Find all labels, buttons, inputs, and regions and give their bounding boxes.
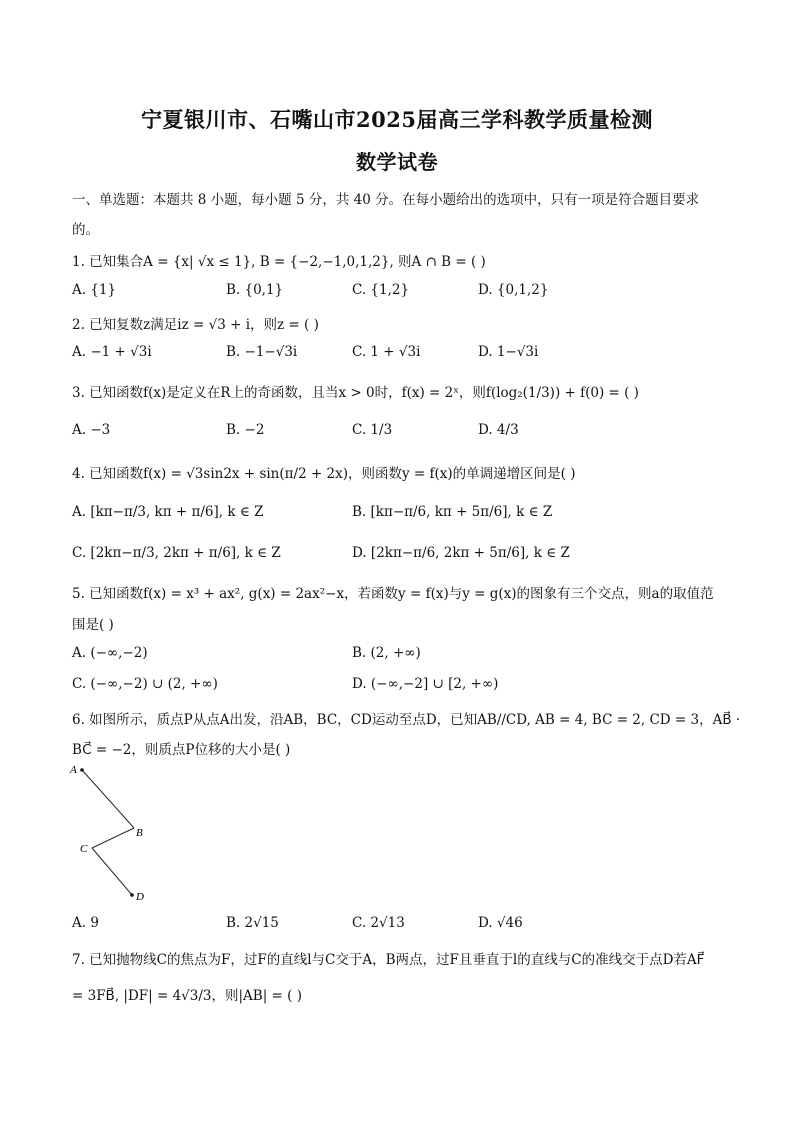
question-1-option-a: A. {1} bbox=[72, 282, 117, 298]
path-diagram bbox=[68, 760, 158, 910]
question-6-option-a: A. 9 bbox=[72, 915, 99, 931]
question-6-stem-line-1: 6. 如图所示，质点P从点A出发，沿AB，BC，CD运动至点D，已知AB//CD, AB = 4, BC = 2, CD = 3，AB⃗ · bbox=[72, 712, 741, 728]
question-2-option-b: B. −1−√3i bbox=[226, 344, 298, 360]
question-4-option-b: B. [kπ−π/6, kπ + 5π/6], k ∈ Z bbox=[352, 504, 553, 520]
question-7-stem-line-1: 7. 已知抛物线C的焦点为F，过F的直线l与C交于A，B两点，过F且垂直于l的直线与C的准线交于点D若AF⃗ bbox=[72, 952, 705, 968]
question-5-option-a: A. (−∞,−2) bbox=[72, 645, 148, 661]
label-c: C bbox=[80, 843, 88, 855]
question-5-option-b: B. (2, +∞) bbox=[352, 645, 421, 661]
question-3-option-c: C. 1/3 bbox=[352, 422, 393, 438]
question-5-stem-line-2: 围是( ) bbox=[72, 617, 114, 633]
question-6-option-c: C. 2√13 bbox=[352, 915, 405, 931]
question-5-option-c: C. (−∞,−2) ∪ (2, +∞) bbox=[72, 676, 218, 692]
question-1-stem: 1. 已知集合A = {x| √x ≤ 1}, B = {−2,−1,0,1,2}, 则A ∩ B = ( ) bbox=[72, 254, 486, 270]
question-4-option-a: A. [kπ−π/3, kπ + π/6], k ∈ Z bbox=[72, 504, 264, 520]
segment-ab bbox=[82, 770, 134, 828]
question-7-stem-line-2: = 3FB⃗, |DF| = 4√3/3，则|AB| = ( ) bbox=[72, 988, 302, 1004]
question-1-option-b: B. {0,1} bbox=[226, 282, 284, 298]
question-4-option-d: D. [2kπ−π/6, 2kπ + 5π/6], k ∈ Z bbox=[352, 545, 570, 561]
question-2-option-a: A. −1 + √3i bbox=[72, 344, 152, 360]
question-5-stem-line-1: 5. 已知函数f(x) = x³ + ax², g(x) = 2ax²−x，若函数y = f(x)与y = g(x)的图象有三个交点，则a的取值范 bbox=[72, 586, 714, 602]
question-2-stem: 2. 已知复数z满足iz = √3 + i，则z = ( ) bbox=[72, 317, 319, 333]
section-instructions-line-2: 的。 bbox=[72, 222, 99, 238]
section-instructions-line-1: 一、单选题：本题共 8 小题，每小题 5 分，共 40 分。在每小题给出的选项中，只有一项是符合题目要求 bbox=[72, 192, 700, 208]
question-5-option-d: D. (−∞,−2] ∪ [2, +∞) bbox=[352, 676, 499, 692]
label-a: A bbox=[70, 764, 77, 776]
question-1-option-d: D. {0,1,2} bbox=[478, 282, 549, 298]
question-4-stem: 4. 已知函数f(x) = √3sin2x + sin(π/2 + 2x)，则函数y = f(x)的单调递增区间是( ) bbox=[72, 466, 576, 482]
question-3-stem: 3. 已知函数f(x)是定义在R上的奇函数，且当x > 0时，f(x) = 2ˣ，则f(log₂(1/3)) + f(0) = ( ) bbox=[72, 385, 639, 401]
question-3-option-d: D. 4/3 bbox=[478, 422, 519, 438]
label-b: B bbox=[136, 827, 143, 839]
question-2-option-d: D. 1−√3i bbox=[478, 344, 539, 360]
label-d: D bbox=[136, 891, 144, 903]
segment-cd bbox=[92, 848, 132, 895]
question-6-stem-line-2: BC⃗ = −2，则质点P位移的大小是( ) bbox=[72, 742, 291, 758]
exam-title: 宁夏银川市、石嘴山市2025届高三学科教学质量检测 bbox=[141, 107, 653, 132]
segment-bc bbox=[92, 828, 134, 848]
question-6-option-b: B. 2√15 bbox=[226, 915, 279, 931]
point-a bbox=[80, 768, 84, 772]
question-3-option-b: B. −2 bbox=[226, 422, 265, 438]
question-3-option-a: A. −3 bbox=[72, 422, 111, 438]
point-d bbox=[130, 893, 134, 897]
exam-subtitle: 数学试卷 bbox=[356, 150, 438, 174]
question-6-figure bbox=[68, 760, 158, 910]
question-4-option-c: C. [2kπ−π/3, 2kπ + π/6], k ∈ Z bbox=[72, 545, 281, 561]
question-6-option-d: D. √46 bbox=[478, 915, 523, 931]
question-1-option-c: C. {1,2} bbox=[352, 282, 410, 298]
question-2-option-c: C. 1 + √3i bbox=[352, 344, 421, 360]
